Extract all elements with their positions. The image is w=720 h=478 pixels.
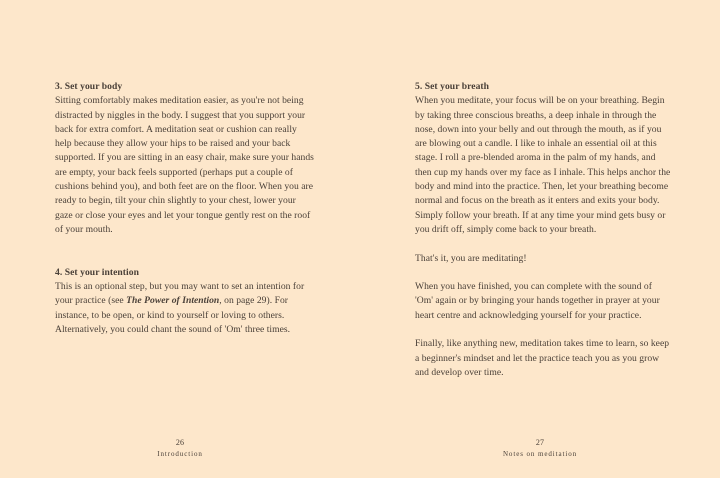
- page-number-left: 26: [175, 438, 185, 447]
- intention-text-part-2: , on page 29). For instance, to be open, or kind to yourself or loving to others. Alternatively, you could chant the sound of 'Om' three times.: [55, 295, 291, 336]
- paragraph-set-your-intention: [55, 280, 315, 337]
- paragraph-set-your-body: Sitting comfortably makes meditation easier, as you're not being distracted by niggles in the body. I suggest that you support your back for extra comfort. A meditation seat or cushion can really help because they allow your hips to be raised and your back supported. If you are sitting in an easy chair, make sure your hands are empty, your back feels supported (perhaps put a couple of cushions behind you), and both feet are on the floor. When you are ready to begin, tilt your chin slightly to your chest, lower your gaze or close your eyes and let your tongue gently rest on the roof of your mouth.: [55, 95, 314, 235]
- paragraph-when-you-have-finished: When you have finished, you can complete with the sound of 'Om' again or by bringing your hands together in prayer at your heart centre and acknowledging yourself for your practice.: [415, 281, 660, 321]
- footer-right: [360, 437, 720, 460]
- intention-text-part-1: This is an optional step, but you may want to set an intention for your practice (see: [55, 281, 305, 307]
- page-number-right: 27: [535, 438, 545, 447]
- page-right: [360, 0, 720, 478]
- page-right-column: [415, 80, 672, 380]
- paragraph-finally: Finally, like anything new, meditation takes time to learn, so keep a beginner's mindset and let the practice teach you as you grow and develop over time.: [415, 338, 670, 378]
- running-head-right: Notes on meditation: [502, 450, 578, 458]
- section-heading-set-your-intention: 4. Set your intention: [55, 266, 139, 278]
- paragraph-thats-it: That's it, you are meditating!: [415, 252, 527, 264]
- footer-left: [0, 437, 360, 460]
- page-left-column: [55, 80, 315, 337]
- book-reference-title: The Power of Intention: [126, 295, 220, 307]
- paragraph-set-your-breath: When you meditate, your focus will be on your breathing. Begin by taking three conscious breaths, a deep inhale in through the nose, down into your belly and out through the mouth, as if you are blowing out a candle. I like to inhale an essential oil at this stage. I roll a pre-blended aroma in the palm of my hands, and then cup my hands over my face as I inhale. This helps anchor the body and mind into the practice. Then, let your breathing become normal and focus on the breath as it enters and exits your body. Simply follow your breath. If at any time your mind gets busy or you drift off, simply come back to your breath.: [415, 95, 671, 235]
- section-heading-set-your-body: 3. Set your body: [55, 81, 123, 92]
- running-head-left: Introduction: [157, 450, 203, 458]
- section-heading-set-your-breath: 5. Set your breath: [415, 81, 490, 92]
